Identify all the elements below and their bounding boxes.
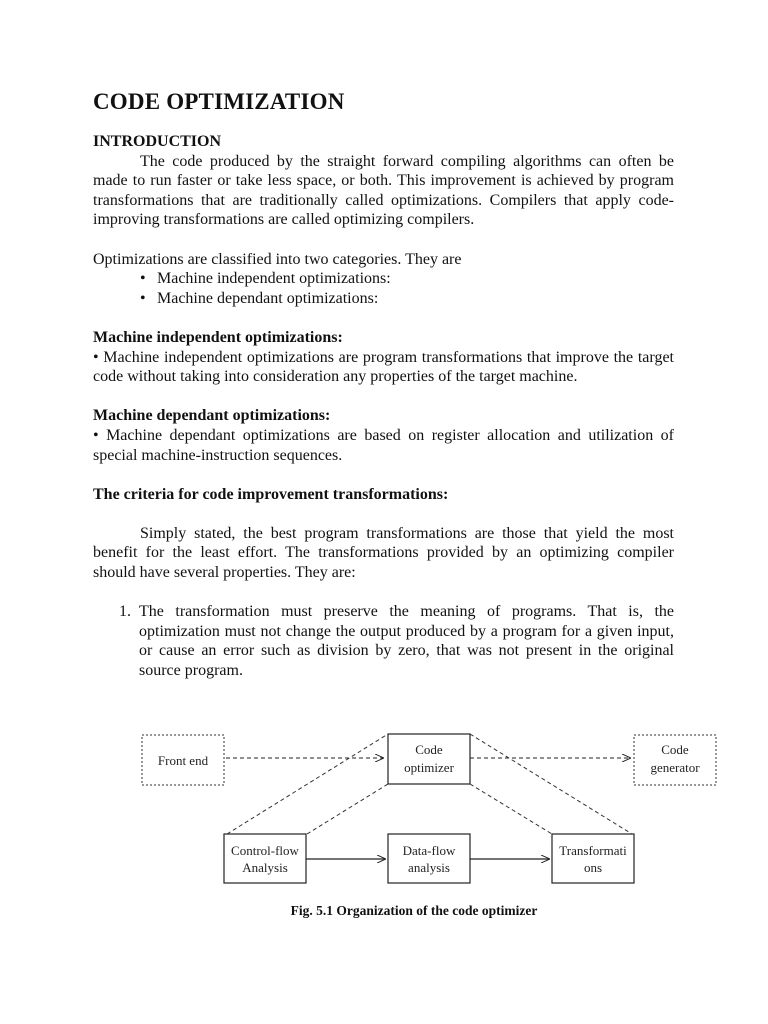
list-item: • Machine dependant optimizations:	[140, 289, 674, 309]
criteria-paragraph: Simply stated, the best program transformations are those that yield the most benefit for the least effort. The transformations provided by an optimizing compiler should have several properties. They are:	[93, 524, 674, 582]
dependent-text: • Machine dependant optimizations are based on register allocation and utilization of special machine-instruction sequences.	[93, 426, 674, 464]
data-flow-label-1: Data-flow	[402, 843, 456, 858]
dependent-heading: Machine dependant optimizations:	[93, 407, 331, 425]
control-flow-label-2: Analysis	[242, 860, 288, 875]
code-generator-label-2: generator	[650, 760, 700, 775]
edge-line	[227, 734, 388, 834]
independent-text: • Machine independent optimizations are program transformations that improve the target code without taking into consideration any properties of the target machine.	[93, 348, 674, 386]
code-generator-label-1: Code	[661, 742, 689, 757]
control-flow-box	[224, 834, 306, 883]
list-item: • Machine independent optimizations:	[140, 269, 674, 289]
code-optimizer-label-2: optimizer	[404, 760, 454, 775]
control-flow-label-1: Control-flow	[231, 843, 299, 858]
intro-heading: INTRODUCTION	[93, 133, 222, 150]
transformations-box	[552, 834, 634, 883]
figure-caption: Fig. 5.1 Organization of the code optimizer	[290, 903, 538, 918]
intro-paragraph: The code produced by the straight forward compiling algorithms can often be made to run faster or take less space, or both. This improvement is achieved by program transformations that are traditionally called optimizations. Compilers that apply code-improving transformations are called optimizing compilers.	[93, 152, 674, 229]
edge-line	[470, 784, 552, 834]
front-end-label: Front end	[157, 753, 209, 768]
edge-line	[307, 784, 388, 834]
independent-heading: Machine independent optimizations:	[93, 328, 343, 346]
transformations-label-1: Transformati	[559, 843, 627, 858]
list-item: 1. The transformation must preserve the meaning of programs. That is, the optimization must not change the output produced by a program for a given input, or cause an error such as division by zero, that was not present in the original source program.	[119, 603, 674, 680]
page-title: CODE OPTIMIZATION	[93, 89, 345, 114]
data-flow-box	[388, 834, 470, 883]
transformations-label-2: ons	[583, 860, 603, 875]
edge-line	[470, 734, 632, 834]
code-optimizer-label-1: Code	[415, 742, 443, 757]
data-flow-label-2: analysis	[408, 860, 450, 875]
criteria-heading: The criteria for code improvement transformations:	[93, 485, 449, 503]
classification-lead: Optimizations are classified into two categories. They are	[93, 250, 462, 268]
